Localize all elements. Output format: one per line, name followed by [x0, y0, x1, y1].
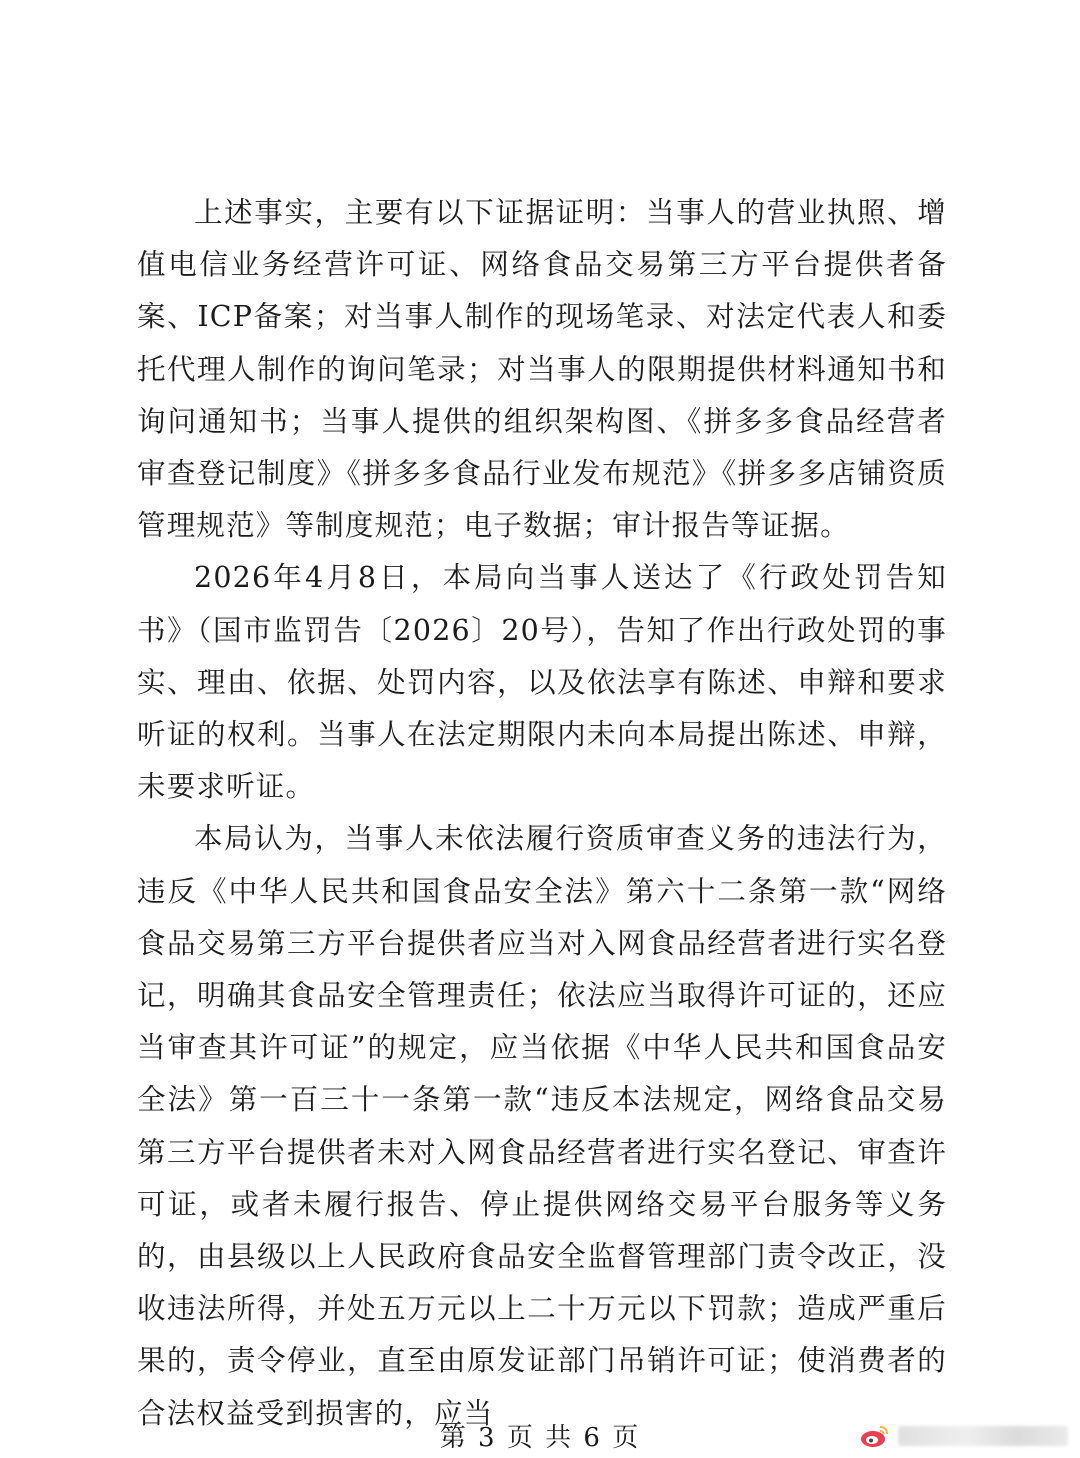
weibo-logo-icon: [860, 1424, 890, 1448]
document-body: [137, 187, 947, 1440]
paragraph-determination: 本局认为，当事人未依法履行资质审查义务的违法行为，违反《中华人民共和国食品安全法》第六十二条第一款“网络食品交易第三方平台提供者应当对入网食品经营者进行实名登记，明确其食品安全管理责任；依法应当取得许可证的，还应当审查其许可证”的规定，应当依据《中华人民共和国食品安全法》第一百三十一条第一款“违反本法规定，网络食品交易第三方平台提供者未对入网食品经营者进行实名登记、审查许可证，或者未履行报告、停止提供网络交易平台服务等义务的，由县级以上人民政府食品安全监督管理部门责令改正，没收违法所得，并处五万元以上二十万元以下罚款；造成严重后果的，责令停业，直至由原发证部门吊销许可证；使消费者的合法权益受到损害的，应当: [137, 822, 947, 1430]
watermark: [860, 1424, 1068, 1448]
paragraph-evidence: 上述事实，主要有以下证据证明：当事人的营业执照、增值电信业务经营许可证、网络食品交易第三方平台提供者备案、ICP备案；对当事人制作的现场笔录、对法定代表人和委托代理人制作的询问笔录；对当事人的限期提供材料通知书和询问通知书；当事人提供的组织架构图、《拼多多食品经营者审查登记制度》《拼多多食品行业发布规范》《拼多多店铺资质管理规范》等制度规范；电子数据；审计报告等证据。: [137, 196, 947, 543]
page-number-footer: 第 3 页 共 6 页: [439, 1423, 641, 1453]
paragraph-notice: 2026年4月8日，本局向当事人送达了《行政处罚告知书》（国市监罚告〔2026〕20号），告知了作出行政处罚的事实、理由、依据、处罚内容，以及依法享有陈述、申辩和要求听证的权利。当事人在法定期限内未向本局提出陈述、申辩，未要求听证。: [137, 561, 947, 804]
watermark-blurred-handle: [898, 1426, 1068, 1446]
